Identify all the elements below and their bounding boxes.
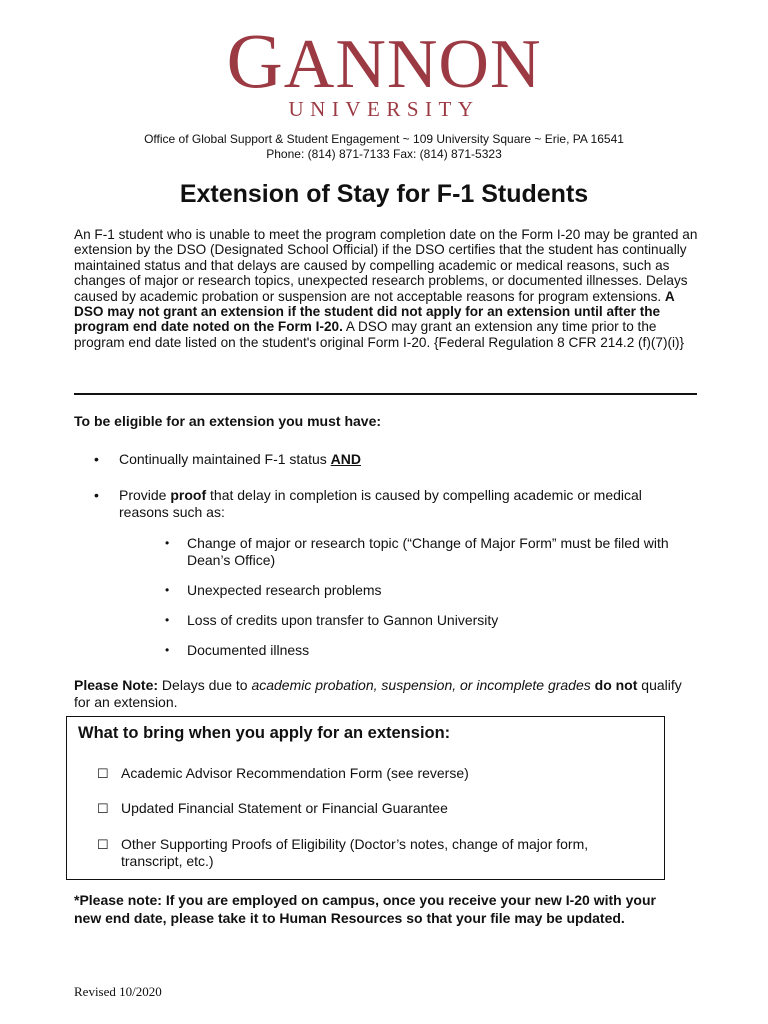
reason-item xyxy=(165,582,382,599)
bullet-icon: • xyxy=(165,643,170,657)
checklist-item xyxy=(97,836,651,870)
bullet-text: Continually maintained F-1 status xyxy=(119,451,331,467)
reason-text: Loss of credits upon transfer to Gannon University xyxy=(187,612,499,628)
note-italic: academic probation, suspension, or incomplete grades xyxy=(251,677,591,693)
office-address: Office of Global Support & Student Engagement ~ 109 University Square ~ Erie, PA 16541 xyxy=(144,132,624,146)
intro-text: An F-1 student who is unable to meet the program completion date on the Form I-20 may be granted an extension by the DSO (Designated School Official) if the DSO certifies that the student has continually maintained status and that delays are caused by compelling academic or medical reasons, such as changes of major or research topics, unexpected research problems, or documented illnesses. Delays caused by academic probation or suspension are not acceptable reasons for program extensions. xyxy=(74,227,698,304)
eligibility-heading: To be eligible for an extension you must have: xyxy=(74,413,382,429)
office-phone: Phone: (814) 871-7133 Fax: (814) 871-5323 xyxy=(266,147,502,161)
intro-paragraph xyxy=(74,227,699,350)
bullet-icon: • xyxy=(94,487,99,503)
section-divider xyxy=(74,393,697,395)
please-note xyxy=(74,677,694,711)
reason-text: Change of major or research topic (“Change of Major Form” must be filed with Dean’s Office) xyxy=(187,535,669,568)
reason-item xyxy=(165,535,687,569)
bullet-text-end: that delay in completion is caused by compelling academic or medical reasons such as: xyxy=(119,487,642,520)
proof-emphasis: proof xyxy=(170,487,207,503)
checkbox-icon: ☐ xyxy=(97,801,109,816)
note-text: Delays due to xyxy=(158,677,252,693)
note-label: Please Note: xyxy=(74,677,159,693)
intro-bold-warning: A DSO may not grant an extension if the student did not apply for an extension until after the program end date noted on the Form I-20. xyxy=(74,288,675,335)
checklist-item xyxy=(97,800,651,817)
reason-item xyxy=(165,642,310,659)
bring-title: What to bring when you apply for an extension: xyxy=(78,724,451,742)
eligibility-bullet-status xyxy=(94,451,362,468)
reason-text: Documented illness xyxy=(187,642,310,658)
checklist-text: Other Supporting Proofs of Eligibility (Doctor’s notes, change of major form, transcript, etc.) xyxy=(121,836,589,869)
bullet-icon: • xyxy=(165,583,170,597)
logo-name: ANNON xyxy=(283,26,542,103)
bullet-icon: • xyxy=(165,536,170,550)
logo-initial: G xyxy=(226,17,284,104)
and-emphasis: AND xyxy=(330,451,362,467)
eligibility-bullet-proof xyxy=(94,487,689,521)
checkbox-icon: ☐ xyxy=(97,837,109,852)
bullet-text: Provide xyxy=(119,487,171,503)
note-text-end: qualify for an extension. xyxy=(74,677,682,710)
bullet-icon: • xyxy=(94,451,99,467)
page-title: Extension of Stay for F-1 Students xyxy=(179,180,589,208)
intro-text-end: A DSO may grant an extension any time prior to the program end date listed on the student's original Form I-20. {Federal Regulation 8 CFR 214.2 (f)(7)(i)} xyxy=(74,319,685,350)
note-bold: do not xyxy=(590,677,638,693)
logo-subtitle: UNIVERSITY xyxy=(288,97,480,121)
checklist-item xyxy=(97,765,651,782)
employment-note: *Please note: If you are employed on campus, once you receive your new I-20 with your new end date, please take it to Human Resources so that your file may be updated. xyxy=(74,892,656,926)
reason-text: Unexpected research problems xyxy=(187,582,382,598)
checkbox-icon: ☐ xyxy=(97,766,109,781)
checklist-text: Academic Advisor Recommendation Form (see reverse) xyxy=(121,765,469,781)
checklist-text: Updated Financial Statement or Financial Guarantee xyxy=(121,800,448,816)
bullet-icon: • xyxy=(165,613,170,627)
revision-date: Revised 10/2020 xyxy=(74,984,162,999)
university-logo xyxy=(0,17,768,104)
what-to-bring-box xyxy=(66,716,665,880)
reason-item xyxy=(165,612,499,629)
